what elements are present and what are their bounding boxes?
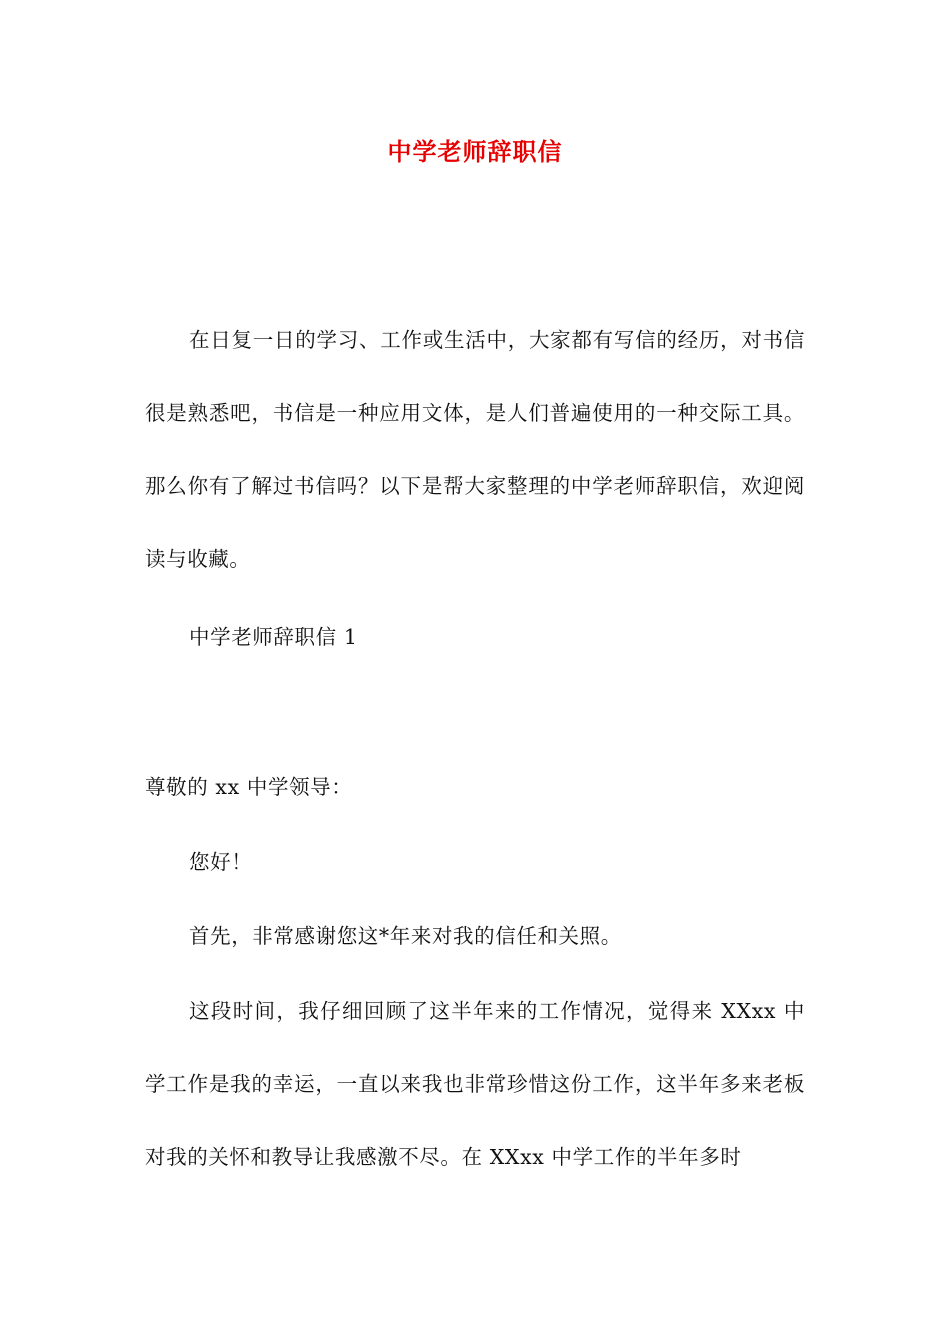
salutation: 尊敬的 xx 中学领导：	[145, 775, 353, 799]
body-paragraph-1: 首先，非常感谢您这*年来对我的信任和关照。	[189, 924, 622, 948]
document-title: 中学老师辞职信	[387, 137, 563, 166]
greeting: 您好！	[189, 850, 253, 874]
intro-paragraph: 在日复一日的学习、工作或生活中，大家都有写信的经历，对书信很是熟悉吧，书信是一种应用文体，是人们普遍使用的一种交际工具。那么你有了解过书信吗？以下是帮大家整理的中学老师辞职信，欢迎阅读与收藏。	[145, 328, 805, 571]
body-paragraph-2: 这段时间，我仔细回顾了这半年来的工作情况，觉得来 XXxx 中学工作是我的幸运，一直以来我也非常珍惜这份工作，这半年多来老板对我的关怀和教导让我感激不尽。在 XXxx 中学工作的半年多时	[145, 999, 805, 1169]
letter-heading: 中学老师辞职信 1	[189, 625, 358, 649]
